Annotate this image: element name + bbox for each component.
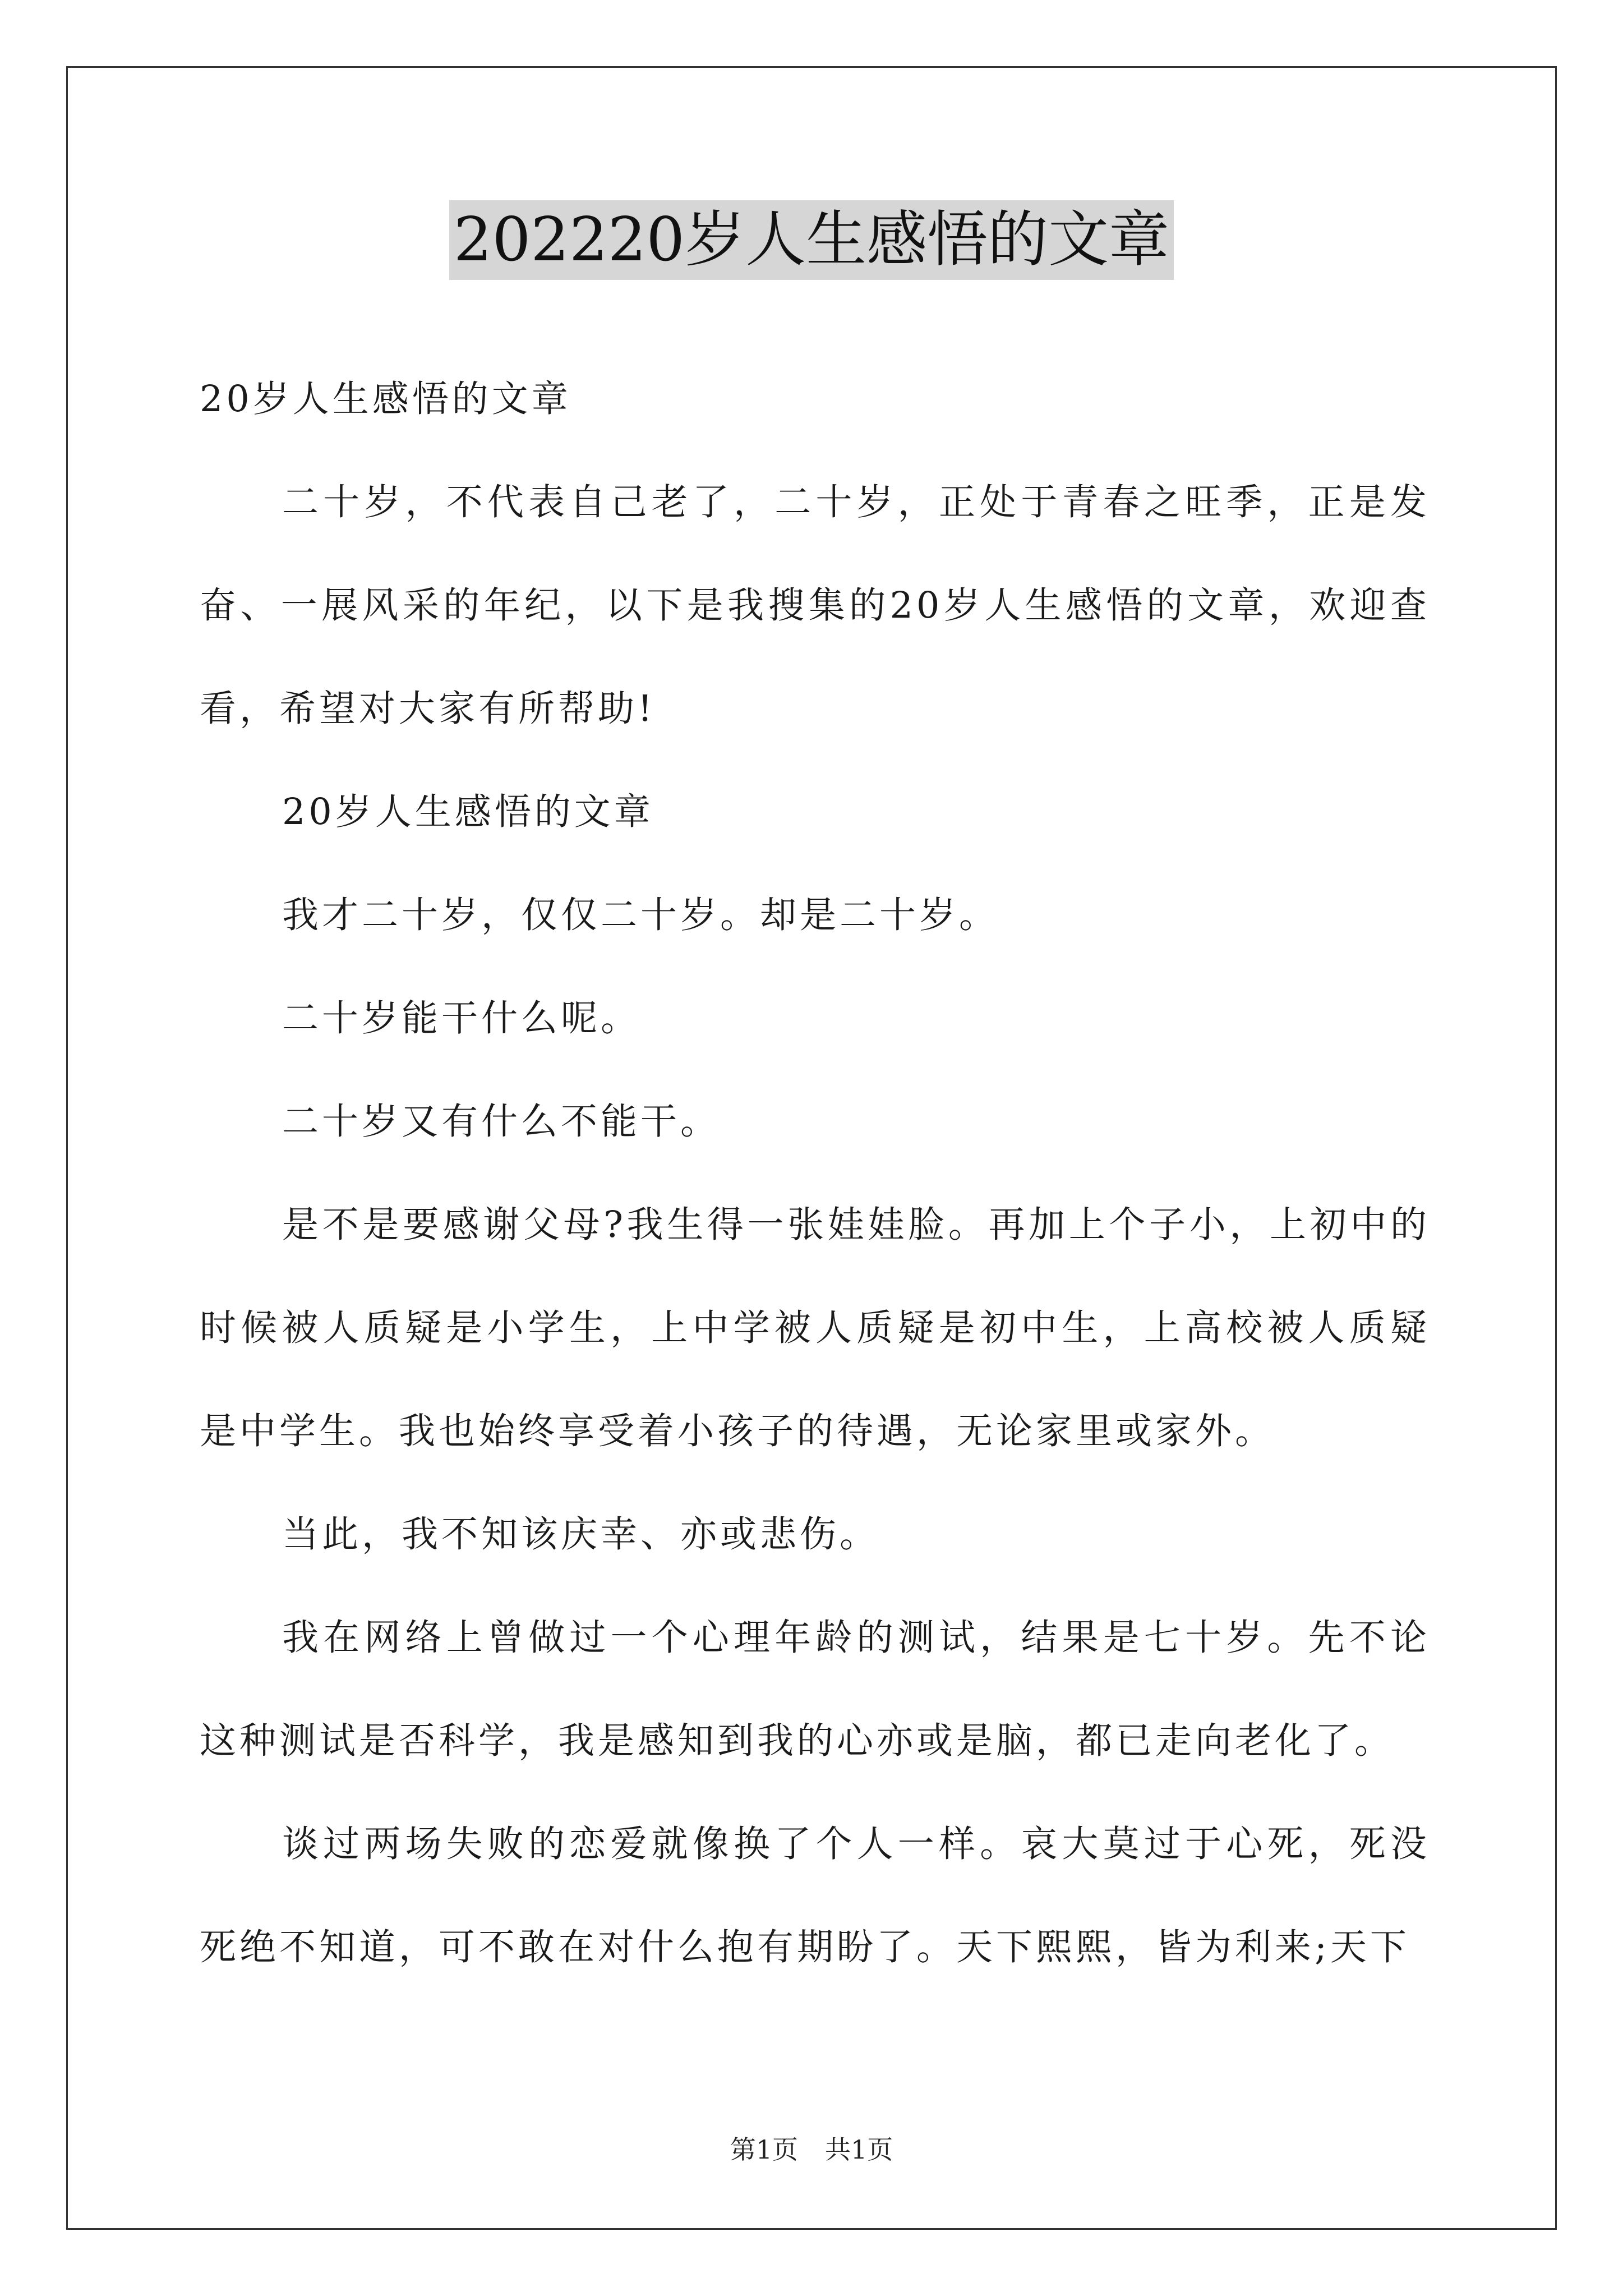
paragraph: 谈过两场失败的恋爱就像换了个人一样。哀大莫过于心死，死没死绝不知道，可不敢在对什么抱有期盼了。天下熙熙，皆为利来;天下 <box>200 1823 1430 1968</box>
paragraph: 我才二十岁，仅仅二十岁。却是二十岁。 <box>282 894 999 936</box>
title-container <box>0 200 1623 280</box>
page-total: 共1页 <box>825 2134 893 2165</box>
paragraph: 当此，我不知该庆幸、亦或悲伤。 <box>282 1513 880 1556</box>
paragraph: 是不是要感谢父母?我生得一张娃娃脸。再加上个子小，上初中的时候被人质疑是小学生，上中学被人质疑是初中生，上高校被人质疑是中学生。我也始终享受着小孩子的待遇，无论家里或家外。 <box>200 1204 1430 1452</box>
page-footer <box>0 2129 1623 2166</box>
paragraph: 我在网络上曾做过一个心理年龄的测试，结果是七十岁。先不论这种测试是否科学，我是感知到我的心亦或是脑，都已走向老化了。 <box>200 1617 1430 1762</box>
document-body <box>200 348 1430 1999</box>
paragraph-intro: 二十岁，不代表自己老了，二十岁，正处于青春之旺季，正是发奋、一展风采的年纪，以下是我搜集的20岁人生感悟的文章，欢迎查看，希望对大家有所帮助! <box>200 481 1430 730</box>
paragraph: 二十岁又有什么不能干。 <box>282 1101 721 1143</box>
paragraph-subtitle: 20岁人生感悟的文章 <box>200 378 571 420</box>
paragraph: 二十岁能干什么呢。 <box>282 997 641 1039</box>
document-title: 202220岁人生感悟的文章 <box>449 200 1174 280</box>
page-number: 第1页 <box>730 2134 798 2165</box>
paragraph-heading: 20岁人生感悟的文章 <box>282 791 654 833</box>
